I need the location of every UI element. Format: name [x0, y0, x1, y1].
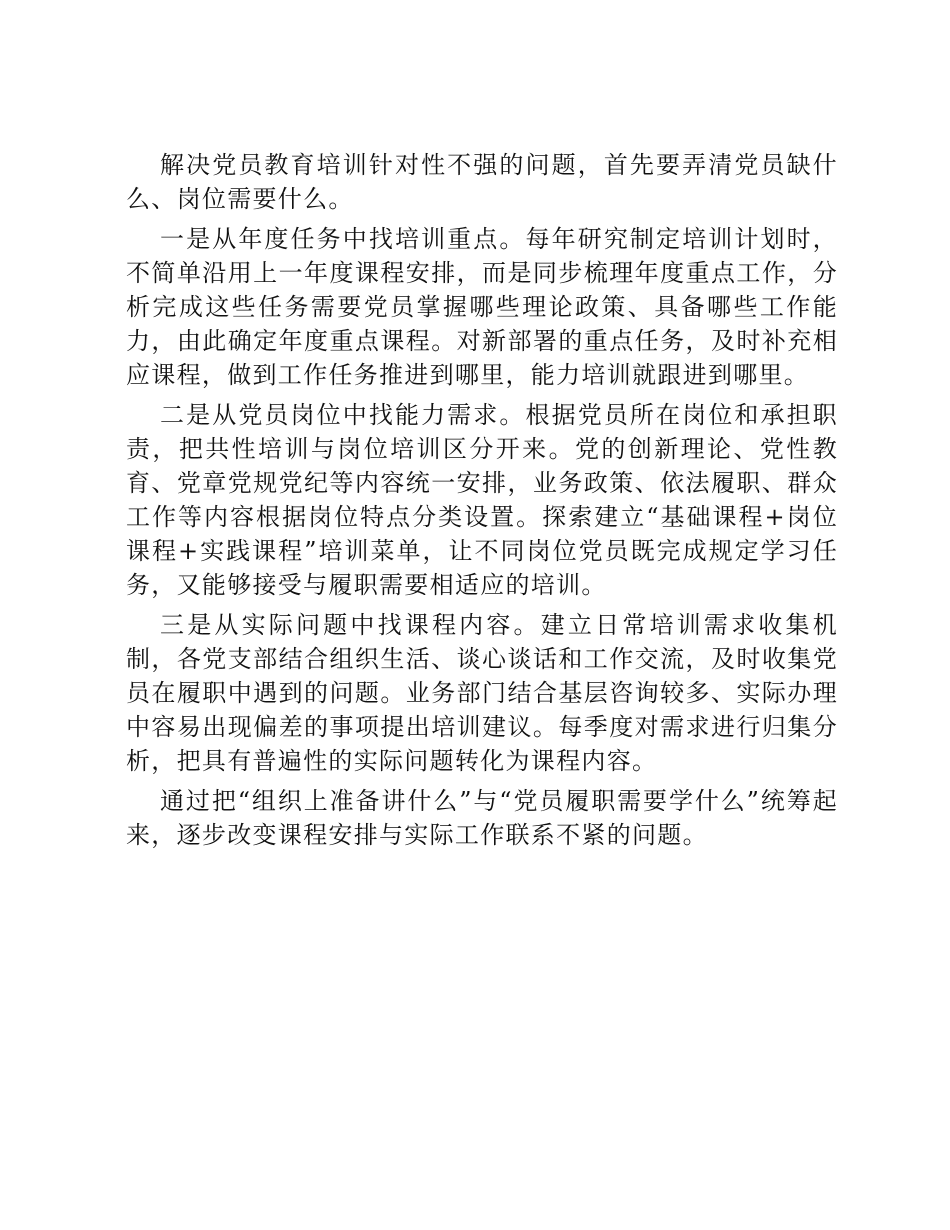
paragraph-post-needs: 二是从党员岗位中找能力需求。根据党员所在岗位和承担职责，把共性培训与岗位培训区分开来。党的创新理论、党性教育、党章党规党纪等内容统一安排，业务政策、依法履职、群众工作等内容根据岗位特点分类设置。探索建立“基础课程+岗位课程+实践课程”培训菜单，让不同岗位党员既完成规定学习任务，又能够接受与履职需要相适应的培训。	[126, 401, 838, 599]
paragraph-conclusion: 通过把“组织上准备讲什么”与“党员履职需要学什么”统筹起来，逐步改变课程安排与实际工作联系不紧的问题。	[126, 787, 838, 849]
document-page	[126, 148, 838, 852]
paragraph-annual-tasks: 一是从年度任务中找培训重点。每年研究制定培训计划时，不简单沿用上一年度课程安排，而是同步梳理年度重点工作，分析完成这些任务需要党员掌握哪些理论政策、具备哪些工作能力，由此确定年度重点课程。对新部署的重点任务，及时补充相应课程，做到工作任务推进到哪里，能力培训就跟进到哪里。	[126, 225, 838, 389]
paragraph-intro: 解决党员教育培训针对性不强的问题，首先要弄清党员缺什么、岗位需要什么。	[126, 151, 838, 213]
paragraph-practical-problems: 三是从实际问题中找课程内容。建立日常培训需求收集机制，各党支部结合组织生活、谈心谈话和工作交流，及时收集党员在履职中遇到的问题。业务部门结合基层咨询较多、实际办理中容易出现偏差的事项提出培训建议。每季度对需求进行归集分析，把具有普遍性的实际问题转化为课程内容。	[126, 611, 838, 775]
